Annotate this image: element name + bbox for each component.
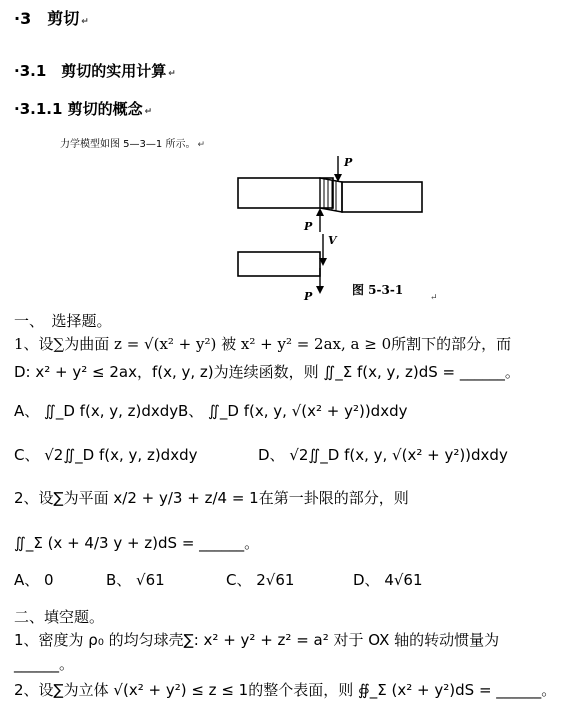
heading-3: ·3 剪切 ↵	[14, 9, 89, 28]
label-v: V	[328, 234, 337, 247]
s1-q2-option-b: B、 √61	[106, 571, 165, 589]
beam-left	[238, 178, 333, 208]
force-arrow-bottom	[316, 208, 324, 232]
beam-right	[342, 182, 422, 212]
beam-section	[238, 252, 320, 276]
shear-figure	[230, 152, 450, 302]
label-p-top: P	[344, 156, 353, 169]
s1-q2-line2: ∬_Σ (x + 4/3 y + z)dS = ______。	[14, 534, 260, 552]
s1-q2-option-c: C、 2√61	[226, 571, 295, 589]
figure-caption: 图 5-3-1	[352, 283, 404, 297]
s2-q1-line2: ______。	[14, 655, 75, 673]
s1-q2-line1: 2、设∑为平面 x/2 + y/3 + z/4 = 1在第一卦限的部分，则	[14, 489, 409, 507]
label-p-lower: P	[304, 290, 313, 302]
shear-zone	[320, 178, 342, 212]
s1-q1-option-d: D、 √2∬_D f(x, y, √(x² + y²))dxdy	[258, 446, 508, 464]
s2-q2-line1: 2、设∑为立体 √(x² + y²) ≤ z ≤ 1的整个表面，则 ∯_Σ (x² + y²)dS = ______。	[14, 681, 557, 699]
intro-text: 力学模型如图 5—3—1 所示。 ↵	[60, 139, 205, 150]
s1-q1-option-a: A、 ∬_D f(x, y, z)dxdy	[14, 402, 179, 420]
s1-q2-option-a: A、 0	[14, 571, 54, 589]
heading-3-1-1: ·3.1.1 剪切的概念 ↵	[14, 100, 153, 118]
s1-q1-line1: 1、设∑为曲面 z = √(x² + y²) 被 x² + y² = 2ax, a ≥ 0所割下的部分，而	[14, 335, 512, 353]
force-arrow-top	[334, 156, 342, 182]
s2-q1-line1: 1、密度为 ρ₀ 的均匀球壳∑: x² + y² + z² = a² 对于 OX 轴的转动惯量为	[14, 631, 500, 649]
s1-q1-option-c: C、 √2∬_D f(x, y, z)dxdy	[14, 446, 198, 464]
section2-title: 二、填空题。	[14, 608, 105, 626]
s1-q1-option-b: B、 ∬_D f(x, y, √(x² + y²))dxdy	[178, 402, 408, 420]
heading-3-1: ·3.1 剪切的实用计算 ↵	[14, 62, 176, 80]
force-arrow-lower	[316, 268, 324, 294]
caption-return: ↵	[430, 293, 438, 302]
label-p-bottom: P	[304, 220, 313, 233]
section1-title: 一、 选择题。	[14, 312, 112, 330]
s1-q1-line2: D: x² + y² ≤ 2ax，f(x, y, z)为连续函数，则 ∬_Σ f(x, y, z)dS = ______。	[14, 363, 520, 381]
s1-q2-option-d: D、 4√61	[353, 571, 423, 589]
